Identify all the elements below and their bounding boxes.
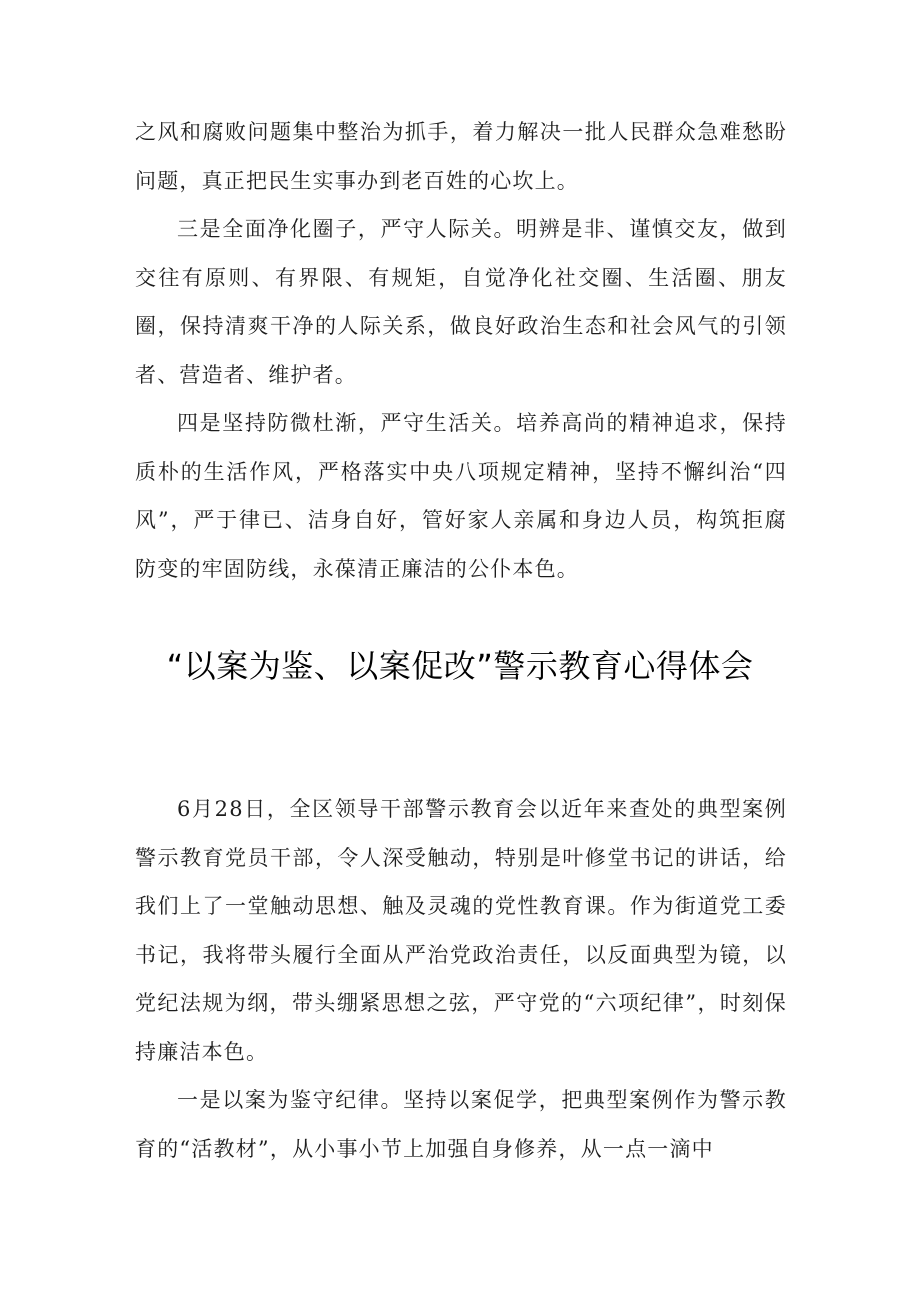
point-four-paragraph: 四是坚持防微杜渐，严守生活关。培养高尚的精神追求，保持质朴的生活作风，严格落实中央八项规定精神，坚持不懈纠治“四风”，严于律已、洁身自好，管好家人亲属和身边人员，构筑拒腐防变的牢固防线，永葆清正廉洁的公仆本色。 [135, 411, 787, 581]
article-body-section [135, 785, 787, 1173]
point-three-paragraph: 三是全面净化圈子，严守人际关。明辨是非、谨慎交友，做到交往有原则、有界限、有规矩，自觉净化社交圈、生活圈、朋友圈，保持清爽干净的人际关系，做良好政治生态和社会风气的引领者、营造者、维护者。 [135, 217, 787, 387]
article-intro-paragraph: 6月28日，全区领导干部警示教育会以近年来查处的典型案例警示教育党员干部，令人深受触动，特别是叶修堂书记的讲话，给我们上了一堂触动思想、触及灵魂的党性教育课。作为街道党工委书记，我将带头履行全面从严治党政治责任，以反面典型为镜，以党纪法规为纲，带头绷紧思想之弦，严守党的“六项纪律”，时刻保持廉洁本色。 [135, 797, 787, 1064]
previous-article-section [135, 108, 787, 593]
intro-continuation-paragraph: 之风和腐败问题集中整治为抓手，着力解决一批人民群众急难愁盼问题，真正把民生实事办到老百姓的心坎上。 [135, 120, 787, 193]
article-point-one-paragraph: 一是以案为鉴守纪律。坚持以案促学，把典型案例作为警示教育的“活教材”，从小事小节上加强自身修养，从一点一滴中 [135, 1088, 787, 1161]
article-title: “以案为鉴、以案促改”警示教育心得体会 [166, 647, 754, 685]
